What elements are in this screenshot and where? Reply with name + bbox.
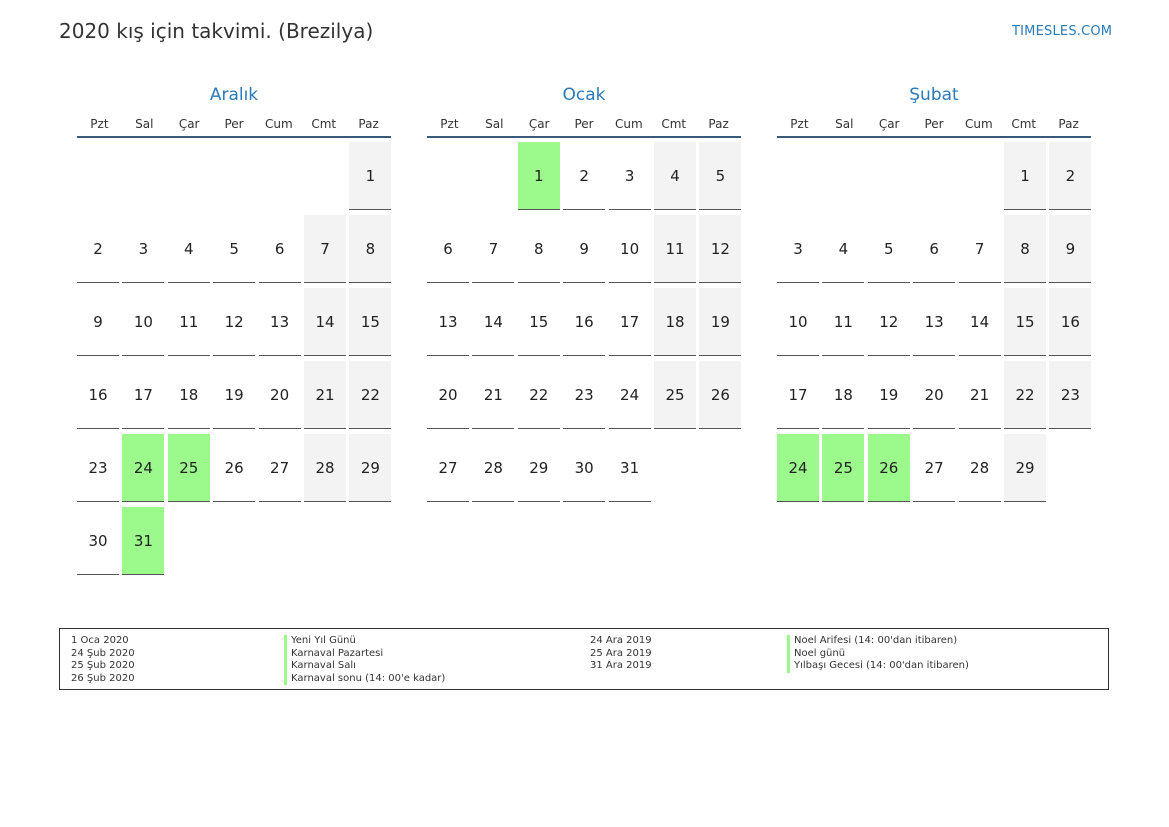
day-cell: 3 xyxy=(777,215,819,283)
day-cell: 20 xyxy=(259,361,301,429)
weekday-label: Cum xyxy=(615,117,643,131)
day-cell: 30 xyxy=(563,434,605,502)
weekday-label: Pzt xyxy=(790,117,809,131)
legend-names-right xyxy=(787,635,969,673)
day-cell: 24 xyxy=(609,361,651,429)
day-cell: 5 xyxy=(699,142,741,210)
brand-link[interactable]: TIMESLES.COM xyxy=(1012,24,1113,39)
day-cell: 13 xyxy=(913,288,955,356)
day-cell: 6 xyxy=(259,215,301,283)
day-cell: 16 xyxy=(563,288,605,356)
day-cell: 17 xyxy=(777,361,819,429)
day-cell: 6 xyxy=(427,215,469,283)
weekday-label: Paz xyxy=(708,117,729,131)
legend-date: 25 Şub 2020 xyxy=(71,660,135,671)
holiday-legend xyxy=(59,628,1109,690)
day-cell: 27 xyxy=(427,434,469,502)
legend-holiday-name: Noel günü xyxy=(787,648,969,661)
legend-date: 1 Oca 2020 xyxy=(71,635,129,646)
day-cell: 10 xyxy=(122,288,164,356)
holiday-day-cell: 25 xyxy=(822,434,864,502)
day-cell: 9 xyxy=(563,215,605,283)
day-cell: 1 xyxy=(1004,142,1046,210)
day-cell: 11 xyxy=(654,215,696,283)
weekday-label: Çar xyxy=(178,117,200,131)
day-cell: 11 xyxy=(168,288,210,356)
day-cell: 29 xyxy=(518,434,560,502)
day-cell: 6 xyxy=(913,215,955,283)
weekday-label: Cmt xyxy=(1011,117,1037,131)
month-calendar xyxy=(777,84,1091,477)
day-cell: 18 xyxy=(168,361,210,429)
day-cell: 21 xyxy=(304,361,346,429)
day-cell: 21 xyxy=(472,361,514,429)
day-cell: 3 xyxy=(609,142,651,210)
day-cell: 27 xyxy=(913,434,955,502)
day-cell: 19 xyxy=(699,288,741,356)
day-cell: 8 xyxy=(518,215,560,283)
day-cell: 23 xyxy=(563,361,605,429)
day-cell: 17 xyxy=(122,361,164,429)
weekday-header xyxy=(777,112,1091,136)
weekday-label: Sal xyxy=(135,117,154,131)
month-name: Aralık xyxy=(209,85,259,105)
day-cell: 31 xyxy=(609,434,651,502)
legend-date: 26 Şub 2020 xyxy=(71,672,135,684)
weekday-label: Per xyxy=(224,117,244,131)
day-cell: 1 xyxy=(349,142,391,210)
day-cell: 2 xyxy=(563,142,605,210)
day-cell: 13 xyxy=(427,288,469,356)
day-cell: 26 xyxy=(213,434,255,502)
page-title: 2020 kış için takvimi. (Brezilya) xyxy=(59,19,374,43)
day-cell: 2 xyxy=(1049,142,1091,210)
day-cell: 28 xyxy=(959,434,1001,502)
holiday-day-cell: 31 xyxy=(122,507,164,575)
month-calendar xyxy=(77,84,391,550)
holiday-day-cell: 25 xyxy=(168,434,210,502)
weekday-label: Pzt xyxy=(90,117,109,131)
legend-date: 24 Ara 2019 xyxy=(590,635,652,646)
day-cell: 15 xyxy=(518,288,560,356)
day-cell: 22 xyxy=(349,361,391,429)
month-name: Şubat xyxy=(909,85,959,105)
day-cell: 21 xyxy=(959,361,1001,429)
day-cell: 12 xyxy=(868,288,910,356)
holiday-day-cell: 24 xyxy=(122,434,164,502)
holiday-day-cell: 26 xyxy=(868,434,910,502)
weekday-label: Cmt xyxy=(311,117,337,131)
month-calendar xyxy=(427,84,741,477)
day-cell: 29 xyxy=(349,434,391,502)
day-cell: 25 xyxy=(654,361,696,429)
weekday-label: Çar xyxy=(878,117,900,131)
weekday-label: Cmt xyxy=(661,117,687,131)
day-cell: 5 xyxy=(868,215,910,283)
day-cell: 22 xyxy=(1004,361,1046,429)
day-cell: 20 xyxy=(913,361,955,429)
day-cell: 26 xyxy=(699,361,741,429)
day-cell: 18 xyxy=(822,361,864,429)
day-cell: 4 xyxy=(654,142,696,210)
day-cell: 9 xyxy=(1049,215,1091,283)
day-cell: 27 xyxy=(259,434,301,502)
weekday-label: Cum xyxy=(965,117,993,131)
day-cell: 17 xyxy=(609,288,651,356)
weekday-label: Sal xyxy=(835,117,854,131)
legend-date: 31 Ara 2019 xyxy=(590,660,652,671)
day-cell: 12 xyxy=(699,215,741,283)
day-cell: 9 xyxy=(77,288,119,356)
day-cell: 14 xyxy=(959,288,1001,356)
day-cell: 19 xyxy=(868,361,910,429)
day-cell: 10 xyxy=(609,215,651,283)
day-cell: 30 xyxy=(77,507,119,575)
day-cell: 13 xyxy=(259,288,301,356)
weekday-label: Paz xyxy=(358,117,379,131)
day-cell: 15 xyxy=(349,288,391,356)
day-cell: 3 xyxy=(122,215,164,283)
day-cell: 15 xyxy=(1004,288,1046,356)
day-cell: 12 xyxy=(213,288,255,356)
day-cell: 18 xyxy=(654,288,696,356)
day-cell: 7 xyxy=(304,215,346,283)
legend-holiday-name: Yılbaşı Gecesi (14: 00'dan itibaren) xyxy=(787,660,969,673)
weekday-label: Sal xyxy=(485,117,504,131)
weekday-label: Çar xyxy=(528,117,550,131)
day-cell: 22 xyxy=(518,361,560,429)
legend-holiday-name: Karnaval sonu (14: 00'e kadar) xyxy=(284,673,445,686)
legend-date: 25 Ara 2019 xyxy=(590,647,652,659)
weekday-label: Per xyxy=(924,117,944,131)
holiday-day-cell: 24 xyxy=(777,434,819,502)
legend-holiday-name: Yeni Yıl Günü xyxy=(284,635,445,648)
day-cell: 14 xyxy=(304,288,346,356)
day-cell: 16 xyxy=(77,361,119,429)
header-divider xyxy=(77,136,391,138)
legend-holiday-name: Noel Arifesi (14: 00'dan itibaren) xyxy=(787,635,969,648)
day-cell: 4 xyxy=(168,215,210,283)
day-cell: 7 xyxy=(472,215,514,283)
day-cell: 8 xyxy=(1004,215,1046,283)
header-divider xyxy=(427,136,741,138)
legend-dates-left xyxy=(71,635,135,685)
weekday-label: Pzt xyxy=(440,117,459,131)
weekday-header xyxy=(427,112,741,136)
legend-dates-right xyxy=(590,635,652,673)
day-cell: 8 xyxy=(349,215,391,283)
day-cell: 11 xyxy=(822,288,864,356)
day-cell: 29 xyxy=(1004,434,1046,502)
day-cell: 23 xyxy=(1049,361,1091,429)
day-cell: 16 xyxy=(1049,288,1091,356)
legend-holiday-name: Karnaval Pazartesi xyxy=(284,648,445,661)
day-cell: 5 xyxy=(213,215,255,283)
legend-names-left xyxy=(284,635,445,685)
legend-date: 24 Şub 2020 xyxy=(71,647,135,659)
legend-holiday-name: Karnaval Salı xyxy=(284,660,445,673)
day-cell: 19 xyxy=(213,361,255,429)
header-divider xyxy=(777,136,1091,138)
day-cell: 28 xyxy=(472,434,514,502)
weekday-header xyxy=(77,112,391,136)
weekday-label: Cum xyxy=(265,117,293,131)
month-name: Ocak xyxy=(562,85,606,105)
day-cell: 2 xyxy=(77,215,119,283)
day-cell: 20 xyxy=(427,361,469,429)
holiday-day-cell: 1 xyxy=(518,142,560,210)
weekday-label: Paz xyxy=(1058,117,1079,131)
day-cell: 14 xyxy=(472,288,514,356)
day-cell: 28 xyxy=(304,434,346,502)
day-cell: 10 xyxy=(777,288,819,356)
day-cell: 4 xyxy=(822,215,864,283)
day-cell: 7 xyxy=(959,215,1001,283)
weekday-label: Per xyxy=(574,117,594,131)
day-cell: 23 xyxy=(77,434,119,502)
